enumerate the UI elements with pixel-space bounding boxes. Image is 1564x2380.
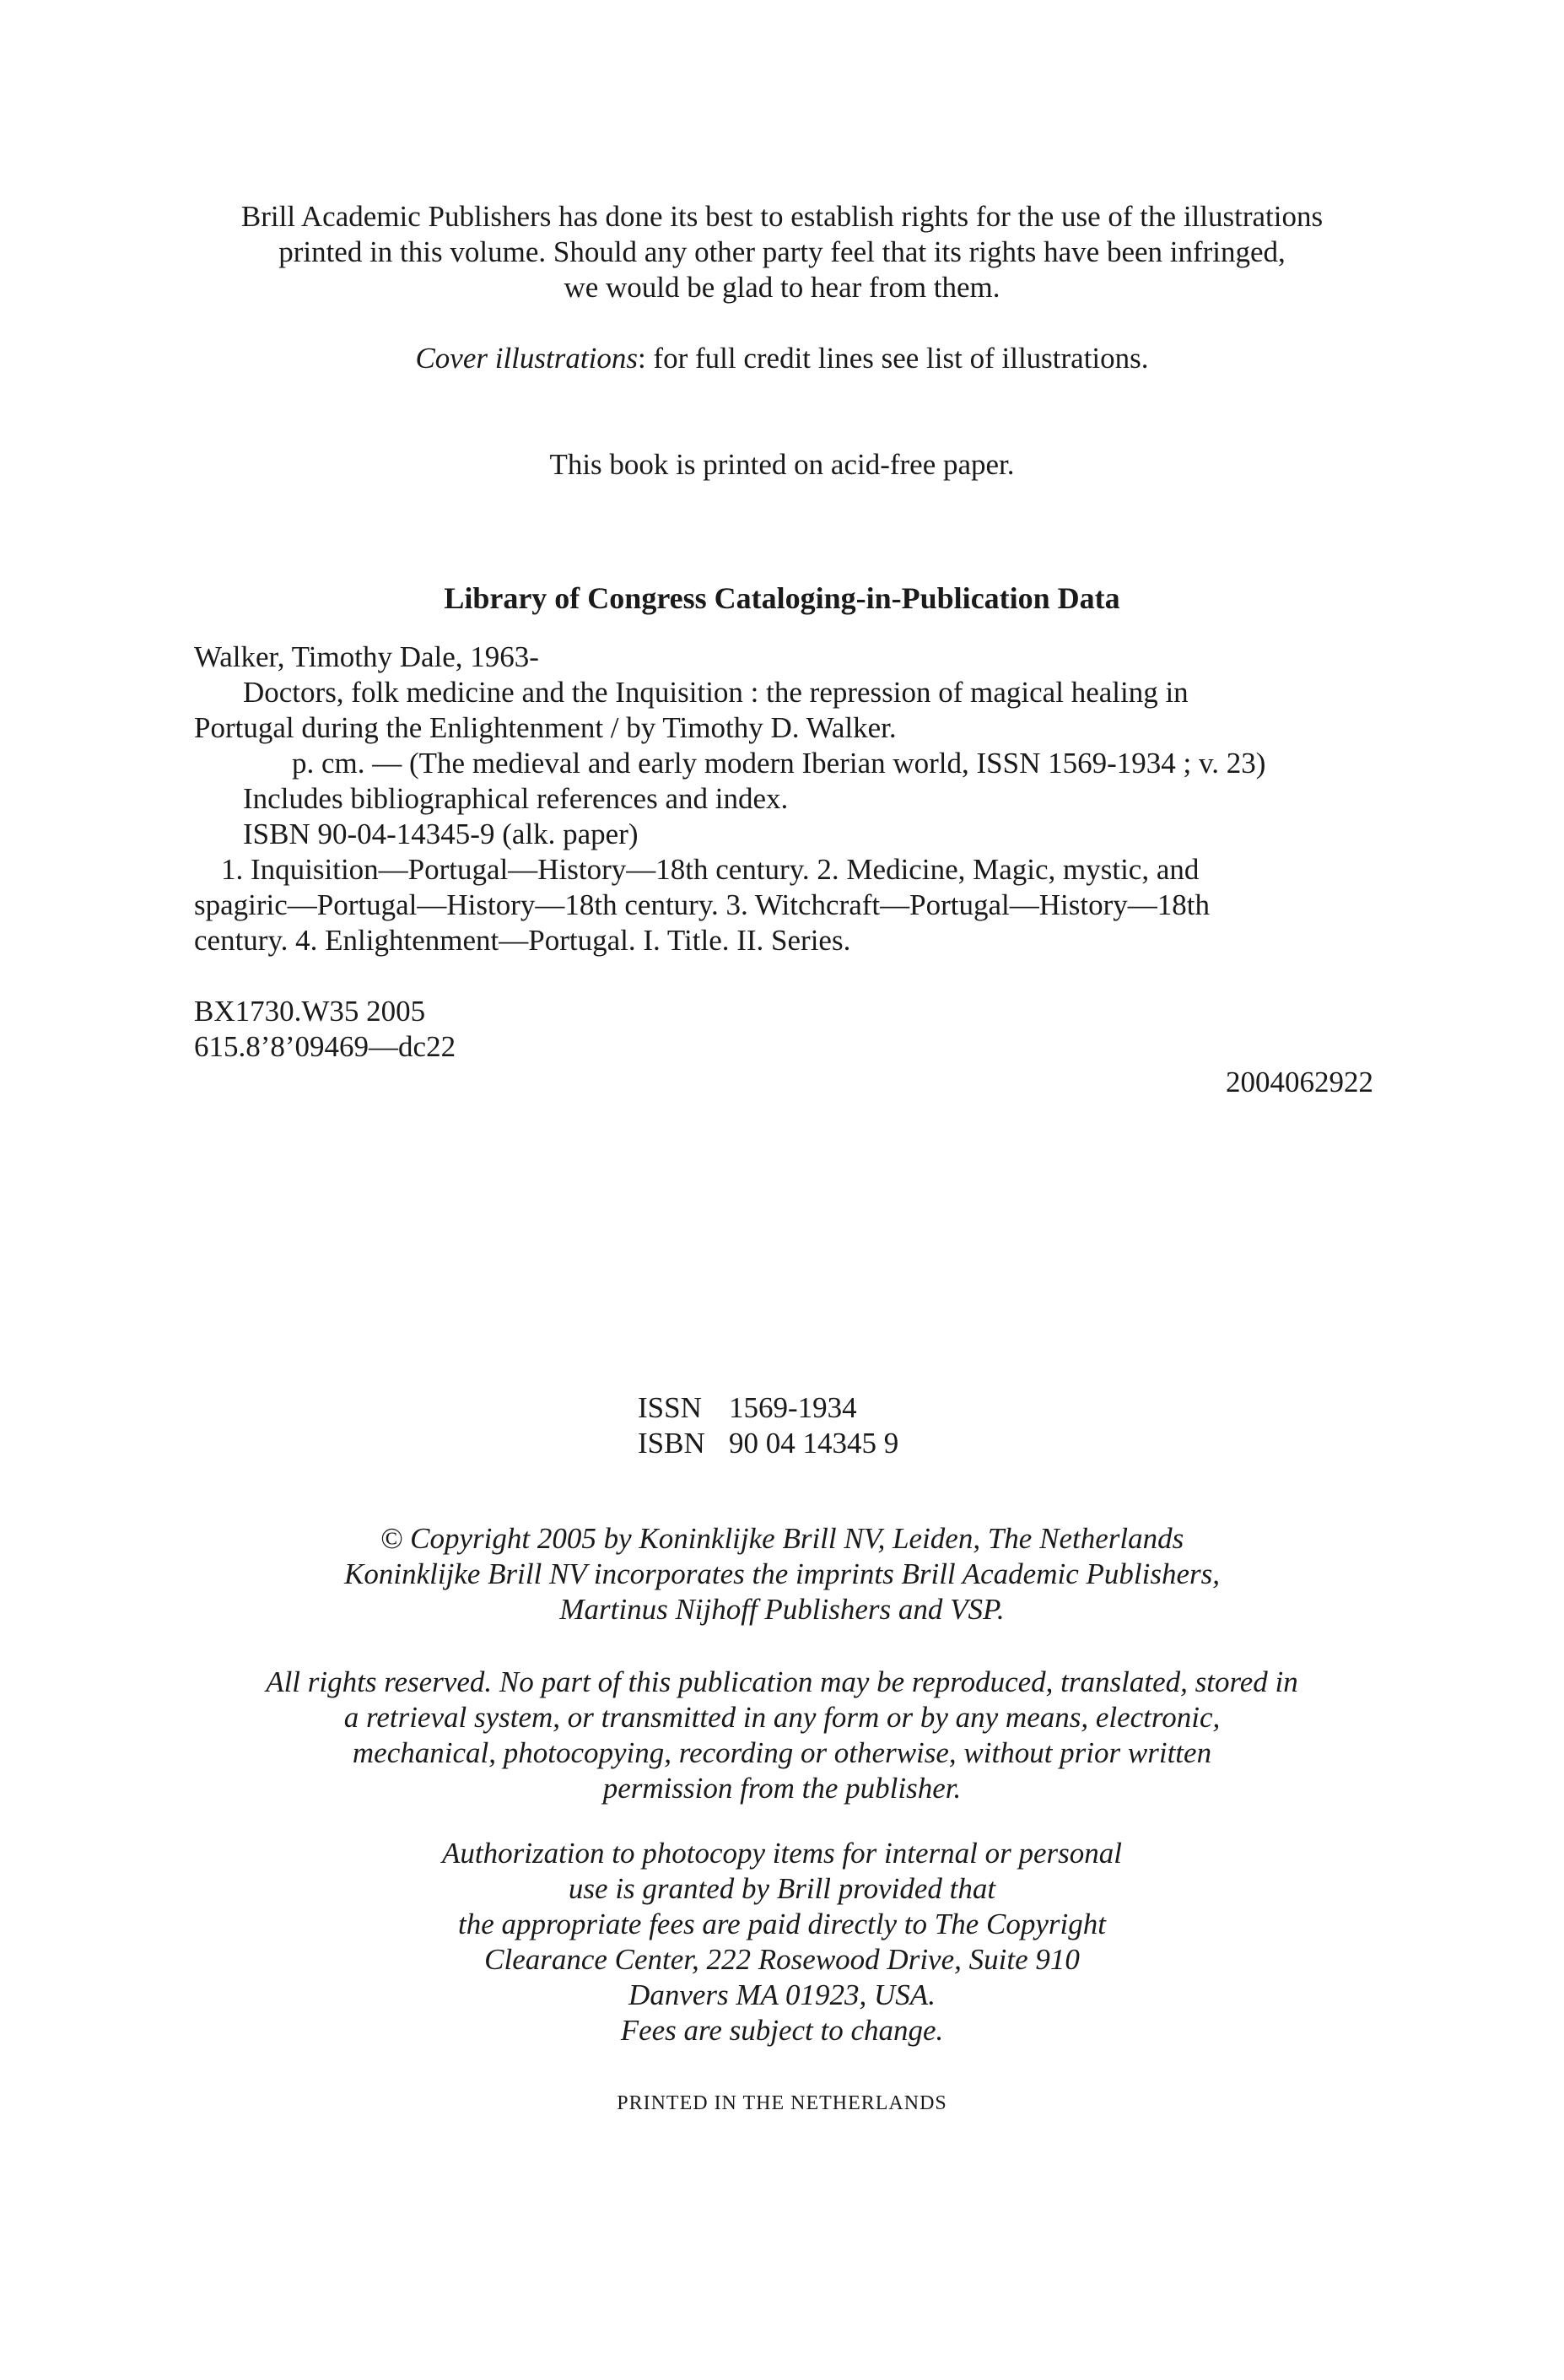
printed-in-note: PRINTED IN THE NETHERLANDS [617,2092,947,2114]
cip-heading: Library of Congress Cataloging-in-Publication Data [444,581,1120,615]
cip-subject-line: spagiric—Portugal—History—18th century. 3. Witchcraft—Portugal—History—18th [194,888,1210,921]
cip-series-line: p. cm. — (The medieval and early modern Iberian world, ISSN 1569-1934 ; v. 23) [292,747,1266,780]
cip-bibliography-line: Includes bibliographical references and index. [243,782,789,815]
rights-reserved-line: All rights reserved. No part of this publication may be reproduced, translated, stored in [266,1665,1298,1698]
copyright-line: Koninklijke Brill NV incorporates the imprints Brill Academic Publishers, [344,1557,1220,1590]
cip-subject-line: century. 4. Enlightenment—Portugal. I. Title. II. Series. [194,924,851,957]
cip-title-line: Doctors, folk medicine and the Inquisition : the repression of magical healing in [243,676,1189,709]
rights-reserved-line: a retrieval system, or transmitted in any form or by any means, electronic, [343,1701,1221,1734]
authorization-line: Fees are subject to change. [620,2014,944,2047]
rights-reserved-line: mechanical, photocopying, recording or otherwise, without prior written [352,1736,1212,1769]
authorization-line: Danvers MA 01923, USA. [628,1978,936,2011]
authorization-line: Authorization to photocopy items for internal or personal [442,1837,1122,1870]
cip-lccn: 2004062922 [1226,1066,1373,1098]
cip-subject-line: 1. Inquisition—Portugal—History—18th century. 2. Medicine, Magic, mystic, and [221,853,1200,886]
authorization-line: Clearance Center, 222 Rosewood Drive, Suite 910 [484,1943,1080,1976]
issn-value: 1569-1934 [729,1391,857,1424]
cover-illustrations-text: : for full credit lines see list of illustrations. [637,342,1149,375]
cip-call-number: BX1730.W35 2005 [194,995,426,1028]
acid-free-paper-note: This book is printed on acid-free paper. [549,448,1015,481]
cip-author: Walker, Timothy Dale, 1963- [194,640,539,673]
rights-notice-line: printed in this volume. Should any other party feel that its rights have been infringed, [278,235,1286,268]
rights-notice-line: we would be glad to hear from them. [564,271,1000,304]
isbn-value: 90 04 14345 9 [729,1427,899,1460]
copyright-line: Martinus Nijhoff Publishers and VSP. [559,1593,1005,1626]
cover-illustrations-note [0,341,1564,376]
cip-dewey-number: 615.8’8’09469—dc22 [194,1030,456,1063]
authorization-line: use is granted by Brill provided that [568,1872,996,1905]
rights-notice-line: Brill Academic Publishers has done its best to establish rights for the use of the illustrations [240,200,1324,233]
cip-isbn-line: ISBN 90-04-14345-9 (alk. paper) [243,818,639,850]
authorization-line: the appropriate fees are paid directly to The Copyright [458,1908,1106,1940]
isbn-label: ISBN [638,1427,705,1460]
copyright-line: © Copyright 2005 by Koninklijke Brill NV, Leiden, The Netherlands [380,1522,1184,1555]
cover-illustrations-label: Cover illustrations [415,342,638,375]
rights-reserved-line: permission from the publisher. [602,1772,962,1805]
issn-label: ISSN [638,1391,702,1424]
cip-title-line: Portugal during the Enlightenment / by Timothy D. Walker. [194,711,897,744]
